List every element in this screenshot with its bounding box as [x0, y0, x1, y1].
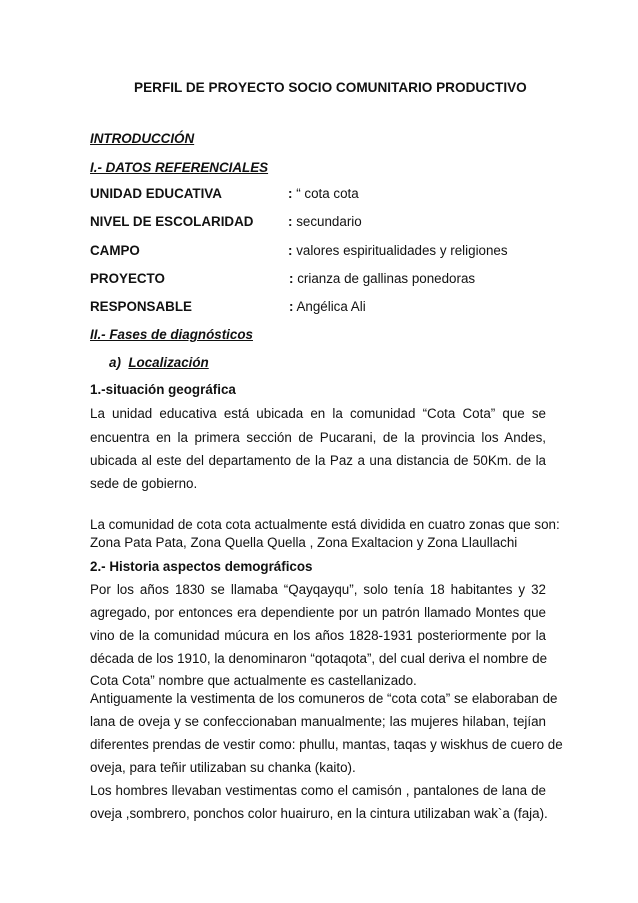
- paragraph-line: La unidad educativa está ubicada en la comunidad “Cota Cota” que se: [90, 406, 546, 421]
- field-value: [288, 214, 362, 229]
- paragraph-line: Cota Cota” nombre que actualmente es castellanizado.: [90, 673, 417, 688]
- field-value: [288, 186, 359, 201]
- field-label: UNIDAD EDUCATIVA: [90, 186, 222, 201]
- field-label: NIVEL DE ESCOLARIDAD: [90, 214, 254, 229]
- paragraph-line: diferentes prendas de vestir como: phullu, mantas, taqas y wiskhus de cuero de: [90, 737, 563, 752]
- paragraph-line: agregado, por entonces era dependiente por un patrón llamado Montes que: [90, 605, 546, 620]
- paragraph-line: oveja ,sombrero, ponchos color huairuro, en la cintura utilizaban wak`a (faja).: [90, 806, 548, 821]
- paragraph-line: década de los 1910, la denominaron “qotaqota”, del cual deriva el nombre de: [90, 651, 548, 666]
- document-title: PERFIL DE PROYECTO SOCIO COMUNITARIO PRODUCTIVO: [134, 80, 527, 95]
- paragraph-line: La comunidad de cota cota actualmente está dividida en cuatro zonas que son:: [90, 517, 560, 532]
- field-colon: :: [289, 271, 294, 286]
- field-value-text: crianza de gallinas ponedoras: [293, 271, 476, 286]
- field-value-text: secundario: [292, 214, 362, 229]
- paragraph-line: Antiguamente la vestimenta de los comuneros de “cota cota” se elaboraban de: [90, 691, 558, 706]
- field-label: CAMPO: [90, 243, 140, 258]
- paragraph-line: oveja, para teñir utilizaban su chanka (kaito).: [90, 760, 356, 775]
- heading-fases-diagnosticos: II.- Fases de diagnósticos: [90, 327, 253, 342]
- field-label: PROYECTO: [90, 271, 165, 286]
- paragraph-line: Por los años 1830 se llamaba “Qayqayqu”, solo tenía 18 habitantes y 32: [90, 582, 546, 597]
- field-colon: :: [288, 186, 293, 201]
- list-marker: a): [109, 355, 121, 370]
- subheading-text: Localización: [128, 355, 209, 370]
- field-value-text: Angélica Ali: [293, 299, 366, 314]
- paragraph-line: lana de oveja y se confeccionaban manualmente; las mujeres hilaban, tejían: [90, 714, 546, 729]
- field-label: RESPONSABLE: [90, 299, 192, 314]
- paragraph-line: Zona Pata Pata, Zona Quella Quella , Zona Exaltacion y Zona Llaullachi: [90, 535, 518, 550]
- heading-datos-referenciales: I.- DATOS REFERENCIALES: [90, 160, 269, 175]
- subheading-localizacion: [109, 355, 209, 370]
- paragraph-line: vino de la comunidad múcura en los años 1828-1931 posteriormente por la: [90, 628, 546, 643]
- paragraph-line: ubicada al este del departamento de la Paz a una distancia de 50Km. de la: [90, 453, 546, 468]
- heading-situacion-geografica: 1.-situación geográfica: [90, 382, 236, 397]
- field-colon: :: [288, 243, 293, 258]
- field-value: [289, 299, 366, 314]
- heading-introduccion: INTRODUCCIÓN: [90, 131, 195, 146]
- field-value: [288, 243, 508, 258]
- field-colon: :: [288, 214, 293, 229]
- paragraph-line: encuentra en la primera sección de Pucarani, de la provincia los Andes,: [90, 430, 546, 445]
- heading-historia: 2.- Historia aspectos demográficos: [90, 559, 313, 574]
- field-colon: :: [289, 299, 294, 314]
- field-value: [289, 271, 475, 286]
- field-value-text: valores espiritualidades y religiones: [292, 243, 508, 258]
- field-value-text: “ cota cota: [292, 186, 359, 201]
- paragraph-line: sede de gobierno.: [90, 476, 198, 491]
- paragraph-line: Los hombres llevaban vestimentas como el camisón , pantalones de lana de: [90, 783, 546, 798]
